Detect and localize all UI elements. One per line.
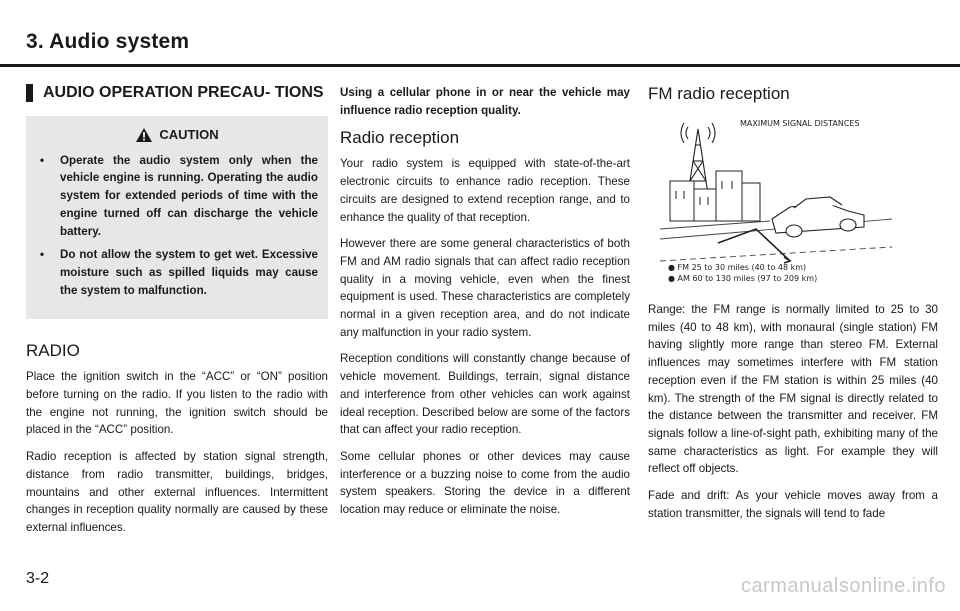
caution-title: CAUTION bbox=[159, 127, 219, 142]
column-left bbox=[26, 84, 328, 546]
watermark: carmanualsonline.info bbox=[740, 575, 946, 597]
figure-title: MAXIMUM SIGNAL DISTANCES bbox=[740, 119, 860, 128]
radio-reception-heading: Radio reception bbox=[340, 128, 460, 148]
chapter-title: 3. Audio system bbox=[26, 30, 190, 53]
legend-am: ● AM 60 to 130 miles (97 to 209 km) bbox=[668, 274, 818, 283]
paragraph: However there are some general characteristics of both FM and AM radio signals that can affect radio reception quality in a moving vehicle, even when the finest equipment is used. These characteristics are completely normal in a given reception area, and do not indicate any malfunction in your radio system. bbox=[340, 237, 630, 339]
signal-illustration bbox=[660, 111, 892, 281]
caution-item bbox=[36, 246, 318, 299]
signal-distance-figure bbox=[660, 111, 892, 281]
paragraph: Place the ignition switch in the “ACC” or “ON” position before turning on the radio. If you listen to the radio with the engine not running, the ignition switch should be placed in the “ACC” position. bbox=[26, 370, 328, 437]
paragraph: Some cellular phones or other devices may cause interference or a buzzing noise to come from the audio system speakers. Storing the device in a different location may reduce or eliminate the noise. bbox=[340, 449, 630, 517]
column-middle bbox=[340, 84, 630, 528]
page-number: 3-2 bbox=[26, 570, 50, 587]
cellular-note: Using a cellular phone in or near the vehicle may influence radio reception quality. bbox=[340, 86, 630, 117]
section-heading-precautions: AUDIO OPERATION PRECAU- TIONS bbox=[26, 84, 328, 102]
car-icon bbox=[772, 197, 864, 237]
caution-text: Operate the audio system only when the vehicle engine is running. Operating the audio system for extended periods of time with the engine turned off can discharge the vehicle battery. bbox=[60, 153, 318, 238]
bullet-icon: • bbox=[40, 153, 45, 167]
paragraph: Fade and drift: As your vehicle moves away from a station transmitter, the signals will tend to fade bbox=[648, 489, 938, 520]
header-rule bbox=[0, 64, 960, 67]
buildings-icon bbox=[670, 171, 760, 221]
bullet-icon: • bbox=[40, 248, 45, 262]
paragraph: Reception conditions will constantly change because of vehicle movement. Buildings, terrain, signal distance and interference from other vehicles can work against ideal reception. Described below are some of the factors that can affect your radio reception. bbox=[340, 352, 630, 437]
paragraph: Radio reception is affected by station signal strength, distance from radio transmitter, buildings, bridges, mountains and other external influences. Intermittent changes in reception quality normally are caused by these external influences. bbox=[26, 450, 328, 534]
caution-header bbox=[36, 126, 318, 144]
fm-reception-heading: FM radio reception bbox=[648, 84, 790, 103]
paragraph: Your radio system is equipped with state-of-the-art electronic circuits to enhance radio reception. These circuits are designed to extend reception range, and to enhance the quality of that reception. bbox=[340, 157, 630, 224]
legend-fm: ● FM 25 to 30 miles (40 to 48 km) bbox=[668, 263, 807, 272]
column-right bbox=[648, 84, 938, 531]
caution-box bbox=[26, 116, 328, 319]
warning-triangle-icon bbox=[135, 127, 153, 143]
signal-path-arrow bbox=[718, 229, 790, 263]
radio-heading: RADIO bbox=[26, 341, 80, 361]
caution-item bbox=[36, 152, 318, 241]
paragraph: Range: the FM range is normally limited to 25 to 30 miles (40 to 48 km), with monaural (single station) FM having slightly more range than stereo FM. External influences may sometimes interfere with FM station reception even if the FM station is within 25 miles (40 km). The strength of the FM signal is directly related to the distance between the transmitter and receiver. FM signals follow a line-of-sight path, exhibiting many of the same characteristics as light. For example they will reflect off objects. bbox=[648, 303, 938, 476]
caution-text: Do not allow the system to get wet. Excessive moisture such as spilled liquids may cause the system to malfunction. bbox=[60, 248, 318, 297]
